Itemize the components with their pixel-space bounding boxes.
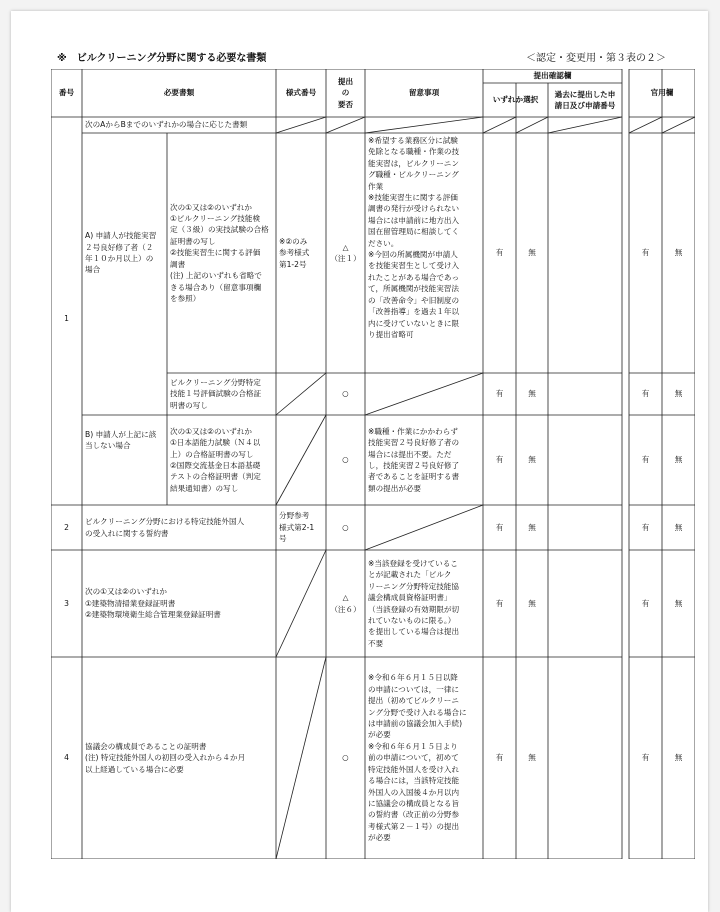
col-header-office: 官用欄 [650,88,674,98]
row4-office-yes: 有 [641,753,650,763]
case-b2-submit: ○ [342,455,349,465]
case-a-label: A) 申請人が技能実習 ２号良好修了者（２ 年１０か月以上）の 場合 [85,231,157,275]
case-b2-document: 次の①又は②のいずれか ①日本語能力試験（Ｎ４以 上）の合格証明書の写し ②国際交流基金日本語基礎 テストの合格証明書（判定 結果通知書）の写し [170,426,261,493]
case-a-office-yes: 有 [641,248,650,258]
form-label: ＜認定・変更用・第３表の２＞ [526,53,666,64]
case-b-label: B) 申請人が上記に該 当しない場合 [85,429,157,450]
case-b1-office-yes: 有 [641,389,650,399]
row3-office-no: 無 [674,598,683,608]
case-b1-yes-mark[interactable]: 有 [495,389,504,399]
case-a-document: 次の①又は②のいずれか ①ビルクリーニング技能検 定（３級）の実技試験の合格 証明書の写し ②技能実習生に関する評価 調書 (注) 上記のいずれも省略で きる場合あり（留意事項欄 を参照） [170,202,269,303]
row4-document: 協議会の構成員であることの証明書 (注) 特定技能外国人の初回の受入れから４か月 以上経過している場合に必要 [85,741,246,774]
case-a-submit: △ （注１） [330,242,361,263]
row4-yes-mark[interactable]: 有 [495,753,504,763]
case-b2-yes-mark[interactable]: 有 [495,455,504,465]
col-header-confirm: 提出確認欄 [533,71,572,81]
intro-row-text: 次のAからBまでのいずれかの場合に応じた書類 [85,120,248,130]
col-header-either: いずれか選択 [492,95,539,105]
case-b1-submit: ○ [342,389,349,399]
case-b2-office-yes: 有 [641,455,650,465]
case-b1-document: ビルクリーニング分野特定 技能１号評価試験の合格証 明書の写し [170,377,262,410]
row4-office-no: 無 [674,753,683,763]
row-number-4: 4 [64,753,69,763]
row2-office-yes: 有 [641,522,650,532]
row2-submit: ○ [342,522,349,532]
case-b2-office-no: 無 [674,455,683,465]
col-header-docs: 必要書類 [163,88,195,98]
case-a-notes: ※希望する業務区分に試験 免除となる職種・作業の技 能実習は，ビルクリーニン グ職種・ビルクリーニング 作業 ※技能実習生に関する評価 調書の発行が受けられない 場合には申請前に地方出入 国在留管理局に相談してく ださい。 ※今回の所属機関が申請人 を技能実習生として受け入 れたことがある場合であっ て，所属機関が技能実習法 の「改善命令」や旧制度の 「改善指導」を過去１年以 内に受けていないときに限 り提出省略可 [368,136,460,339]
row4-no-mark[interactable]: 無 [528,753,536,763]
col-header-form-no: 様式番号 [285,88,317,98]
col-header-past: 過去に提出した申 請日及び申請番号 [554,89,616,110]
row4-notes: ※令和６年６月１５日以降 の申請については，一律に 提出（初めてビルクリーニ ング分野で受け入れる場合に は申請前の協議会加入手続) が必要 ※令和６年６月１５日より 前の申請について，初めて 特定技能外国人を受け入れ る場合には，当該特定技能 外国人の入国後４か月以内 に協議会の構成員となる旨 の誓約書（改正前の分野参 考様式第２－１号）の提出 が必要 [368,673,467,843]
row3-document: 次の①又は②のいずれか ①建築物清掃業登録証明書 ②建築物環境衛生総合管理業登録証明書 [85,587,221,620]
case-b2-no-mark[interactable]: 無 [528,455,536,465]
col-header-no: 番号 [58,88,75,98]
row-number-3: 3 [64,598,69,608]
document-page [11,11,708,912]
row2-no-mark[interactable]: 無 [528,522,536,532]
case-a-no-mark[interactable]: 無 [528,248,536,258]
row-number-1: 1 [64,314,69,324]
row2-office-no: 無 [674,522,683,532]
row3-no-mark[interactable]: 無 [528,598,536,608]
col-header-notes: 留意事項 [408,88,440,98]
row2-yes-mark[interactable]: 有 [495,522,504,532]
row3-submit: △ （注６） [330,593,361,614]
row3-office-yes: 有 [641,598,650,608]
case-b1-no-mark[interactable]: 無 [528,389,536,399]
case-b1-office-no: 無 [674,389,683,399]
row2-form-no: 分野参考 様式第2-1 号 [279,511,315,544]
row3-yes-mark[interactable]: 有 [495,598,504,608]
row3-notes: ※当該登録を受けているこ とが記載された「ビルク リーニング分野特定技能協 議会構成員資格証明書」 （当該登録の有効期限が切 れていないものに限る。） を提出している場合は提出 不要 [368,558,460,648]
case-a-yes-mark[interactable]: 有 [495,248,504,258]
case-a-office-no: 無 [674,248,683,258]
case-a-form-no: ※②のみ 参考様式 第1-2号 [279,236,310,269]
requirements-table [51,69,695,859]
row4-submit: ○ [342,753,349,763]
row-number-2: 2 [64,522,69,532]
document-title: ※ ビルクリーニング分野に関する必要な書類 [57,53,267,64]
case-b2-notes: ※職種・作業にかかわらず 技能実習２号良好修了者の 場合には提出不要。ただ し，技能実習２号良好修了 者であることを証明する書 類の提出が必要 [368,426,460,493]
row2-document: ビルクリーニング分野における特定技能外国人 の受入れに関する誓約書 [85,517,245,538]
col-header-submit: 提出 の 要否 [337,76,354,109]
